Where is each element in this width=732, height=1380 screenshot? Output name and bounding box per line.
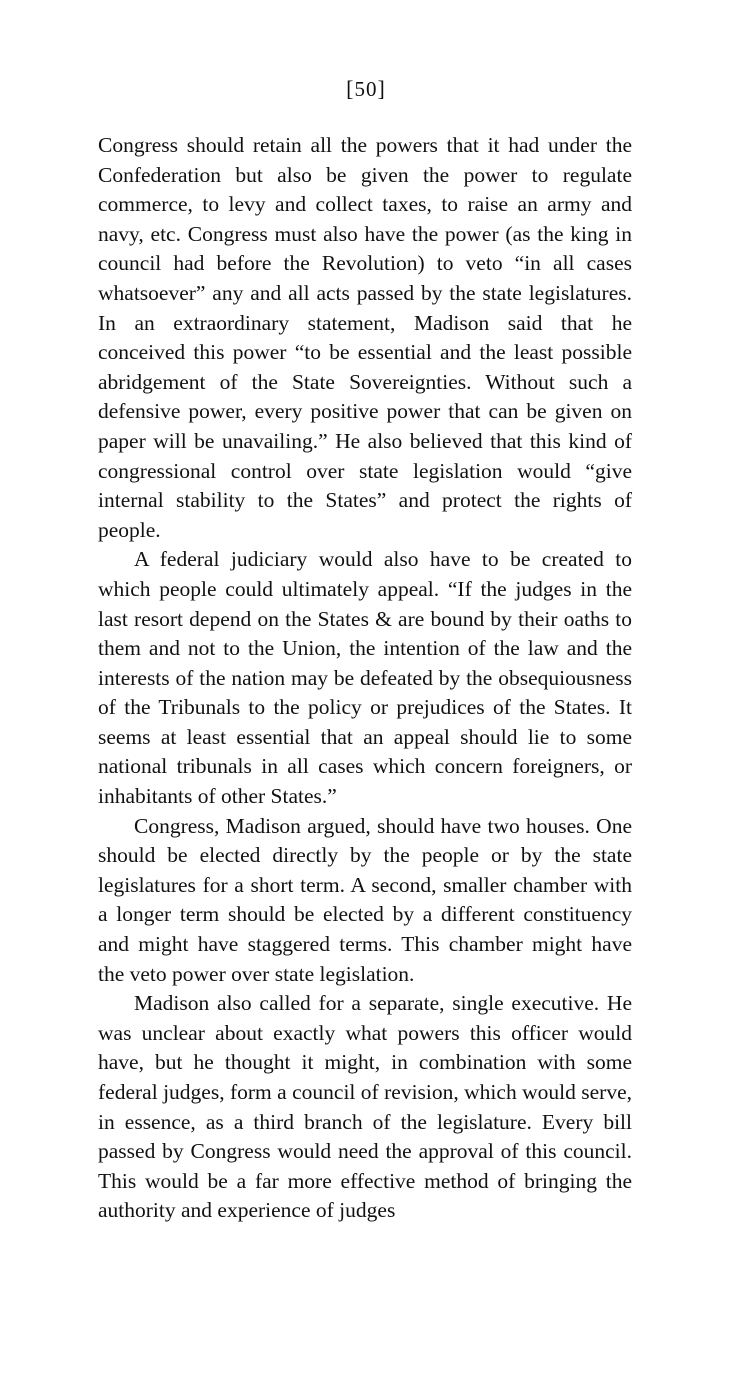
paragraph-single-executive: Madison also called for a separate, single executive. He was unclear about exactly what powers this officer would have, but he thought it might, in combination with some federal judges, form a council of revision, which would serve, in essence, as a third branch of the legislature. Every bill passed by Congress would need the approval of this council. This would be a far more effective method of bringing the authority and experience of judges: [98, 991, 632, 1223]
paragraph-congress-powers: Congress should retain all the powers that it had under the Confederation but also be given the power to regulate commerce, to levy and collect taxes, to raise an army and navy, etc. Congress must also have the power (as the king in council had before the Revolution) to veto “in all cases whatsoever” any and all acts passed by the state legislatures. In an extraordinary statement, Madison said that he conceived this power “to be essential and the least possible abridgement of the State Sovereignties. Without such a defensive power, every positive power that can be given on paper will be unavailing.” He also believed that this kind of congressional control over state legislation would “give internal stability to the States” and protect the rights of people.: [98, 133, 632, 542]
page-number-close-bracket: ]: [377, 76, 386, 101]
body-text: [98, 131, 632, 1226]
paragraph-two-houses: Congress, Madison argued, should have two houses. One should be elected directly by the people or by the state legislatures for a short term. A second, smaller chamber with a longer term should be elected by a different constituency and might have staggered terms. This chamber might have the veto power over state legislation.: [98, 813, 632, 986]
page-number: [0, 74, 732, 104]
paragraph-federal-judiciary: A federal judiciary would also have to be created to which people could ultimately appeal. “If the judges in the last resort depend on the States & are bound by their oaths to them and not to the Union, the intention of the law and the interests of the nation may be defeated by the obsequiousness of the Tribunals to the policy or prejudices of the States. It seems at least essential that an appeal should lie to some national tribunals in all cases which concern foreigners, or inhabitants of other States.”: [98, 547, 632, 809]
page-number-value: 50: [354, 77, 378, 101]
page-number-open-bracket: [: [346, 76, 355, 101]
